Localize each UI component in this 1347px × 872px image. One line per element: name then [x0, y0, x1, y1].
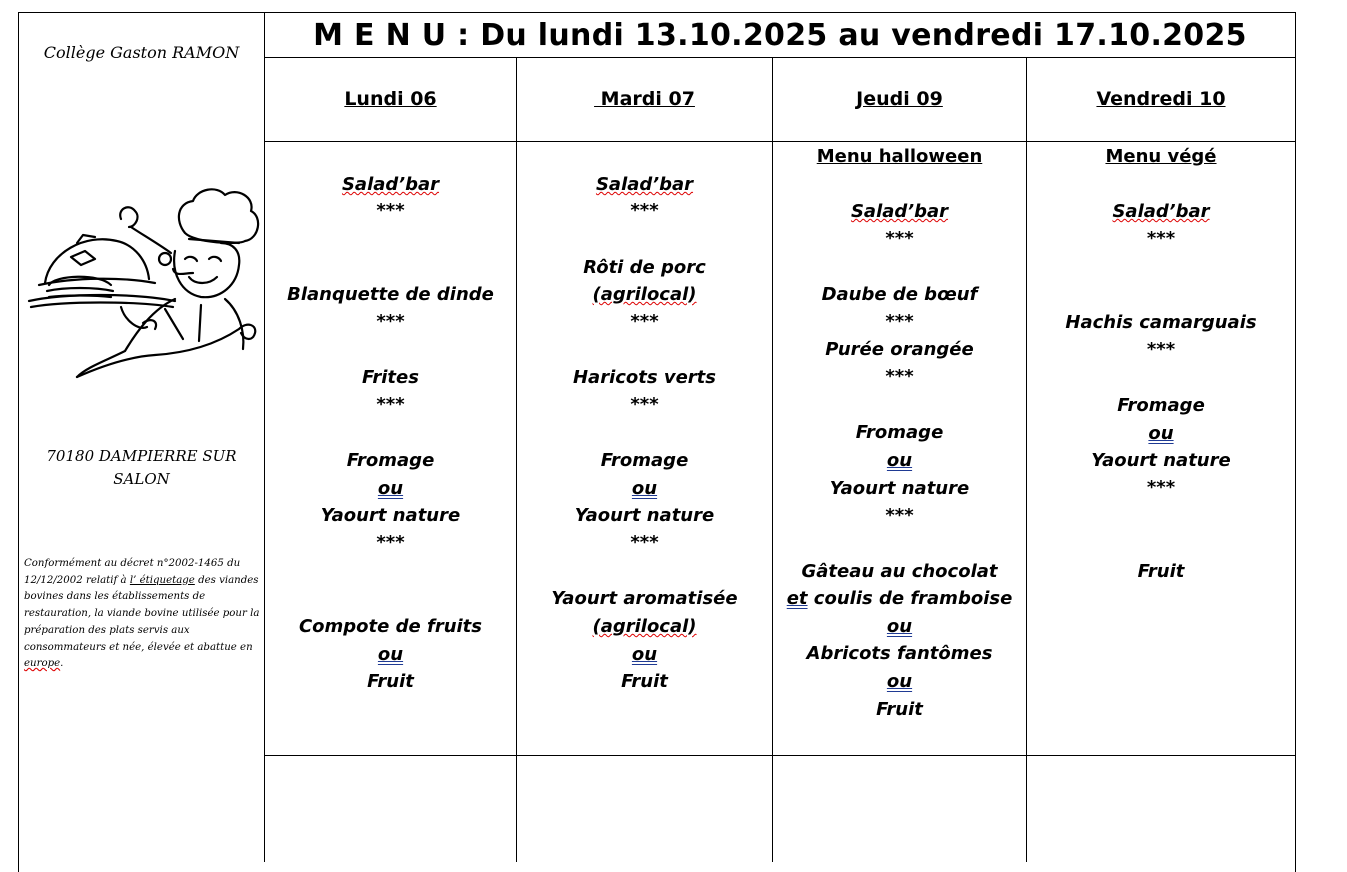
- theme-label: Menu végé: [1105, 146, 1217, 167]
- menu-item: Yaourt nature: [1091, 450, 1231, 471]
- separator: ***: [885, 505, 914, 526]
- legal-text: Conformément au décret n°2002-1465 du 12/12/2002 relatif à: [24, 558, 241, 586]
- menu-item: Fromage: [600, 450, 689, 471]
- menu-item: (agrilocal): [592, 284, 697, 305]
- day-heading-vendredi: Vendredi 10: [1096, 88, 1226, 110]
- sidebar: [19, 13, 264, 862]
- or-label: ou: [631, 478, 658, 499]
- menu-item: Yaourt aromatisée: [551, 588, 738, 609]
- separator: ***: [376, 311, 405, 332]
- separator: ***: [1146, 477, 1176, 498]
- day-heading-jeudi: Jeudi 09: [856, 88, 943, 110]
- menu-column-lundi: [265, 0, 516, 862]
- chef-illustration: [25, 181, 265, 383]
- and-label: et: [786, 588, 808, 609]
- legal-dot: .: [60, 658, 64, 670]
- menu-item: Hachis camarguais: [1065, 312, 1257, 333]
- menu-item: Salad’bar: [1112, 201, 1210, 222]
- menu-item: Yaourt nature: [320, 505, 461, 526]
- address-line-2: SALON: [113, 470, 170, 488]
- menu-item: Salad’bar: [341, 174, 440, 195]
- menu-item: Salad’bar: [595, 174, 694, 195]
- or-label: ou: [631, 644, 658, 665]
- menu-item: Fruit: [367, 671, 414, 692]
- separator: ***: [885, 311, 914, 332]
- separator: ***: [1146, 339, 1176, 360]
- legal-notice: [24, 556, 260, 673]
- menu-item: Abricots fantômes: [806, 643, 993, 664]
- separator: ***: [1146, 228, 1176, 249]
- menu-item: Yaourt nature: [574, 505, 715, 526]
- legal-text-cont: des viandes bovines dans les établissements de restauration, la viande bovine utilisée pour la préparation des plats servis aux consommateurs et née, élevée et abattue en: [24, 574, 260, 653]
- separator: ***: [376, 532, 405, 553]
- menu-item: Fromage: [1117, 395, 1205, 416]
- address-line-1: 70180 DAMPIERRE SUR: [46, 447, 237, 465]
- separator: ***: [885, 228, 914, 249]
- or-label: ou: [886, 616, 913, 637]
- menu-item: Yaourt nature: [829, 478, 970, 499]
- menu-item: coulis de framboise: [807, 588, 1013, 609]
- menu-title: M E N U : Du lundi 13.10.2025 au vendredi 17.10.2025: [313, 18, 1247, 53]
- separator: ***: [885, 366, 914, 387]
- school-address: [19, 445, 264, 491]
- menu-item: Fromage: [855, 422, 944, 443]
- menu-item: Compote de fruits: [298, 616, 483, 637]
- or-label: ou: [377, 478, 404, 499]
- menu-item: Purée orangée: [825, 339, 974, 360]
- menu-column-vendredi: [1027, 0, 1295, 862]
- school-name: Collège Gaston RAMON: [43, 43, 240, 62]
- separator: ***: [376, 394, 405, 415]
- theme-label: Menu halloween: [816, 146, 983, 167]
- legal-europe: europe: [24, 658, 61, 670]
- or-label: ou: [377, 644, 404, 665]
- or-label: ou: [886, 450, 913, 471]
- separator: ***: [630, 311, 659, 332]
- day-heading-mardi: Mardi 07: [594, 88, 695, 110]
- menu-item: Fruit: [1137, 561, 1185, 582]
- separator: ***: [376, 200, 405, 221]
- separator: ***: [630, 200, 659, 221]
- menu-item: Haricots verts: [572, 367, 716, 388]
- menu-item: Rôti de porc: [583, 257, 706, 278]
- separator: ***: [630, 394, 659, 415]
- menu-item: (agrilocal): [592, 616, 697, 637]
- legal-link: l’ étiquetage: [129, 574, 195, 586]
- separator: ***: [630, 532, 659, 553]
- menu-item: Frites: [362, 367, 419, 388]
- menu-item: Daube de bœuf: [821, 284, 978, 305]
- menu-column-mardi: [517, 0, 772, 862]
- menu-item: Fruit: [876, 699, 923, 720]
- or-label: ou: [1148, 423, 1174, 444]
- menu-item: Fruit: [621, 671, 668, 692]
- or-label: ou: [886, 671, 913, 692]
- day-heading-lundi: Lundi 06: [344, 88, 437, 110]
- menu-item: Blanquette de dinde: [287, 284, 494, 305]
- menu-item: Salad’bar: [850, 201, 949, 222]
- menu-item: Fromage: [346, 450, 435, 471]
- menu-column-jeudi: [773, 0, 1026, 862]
- menu-item: Gâteau au chocolat: [801, 561, 998, 582]
